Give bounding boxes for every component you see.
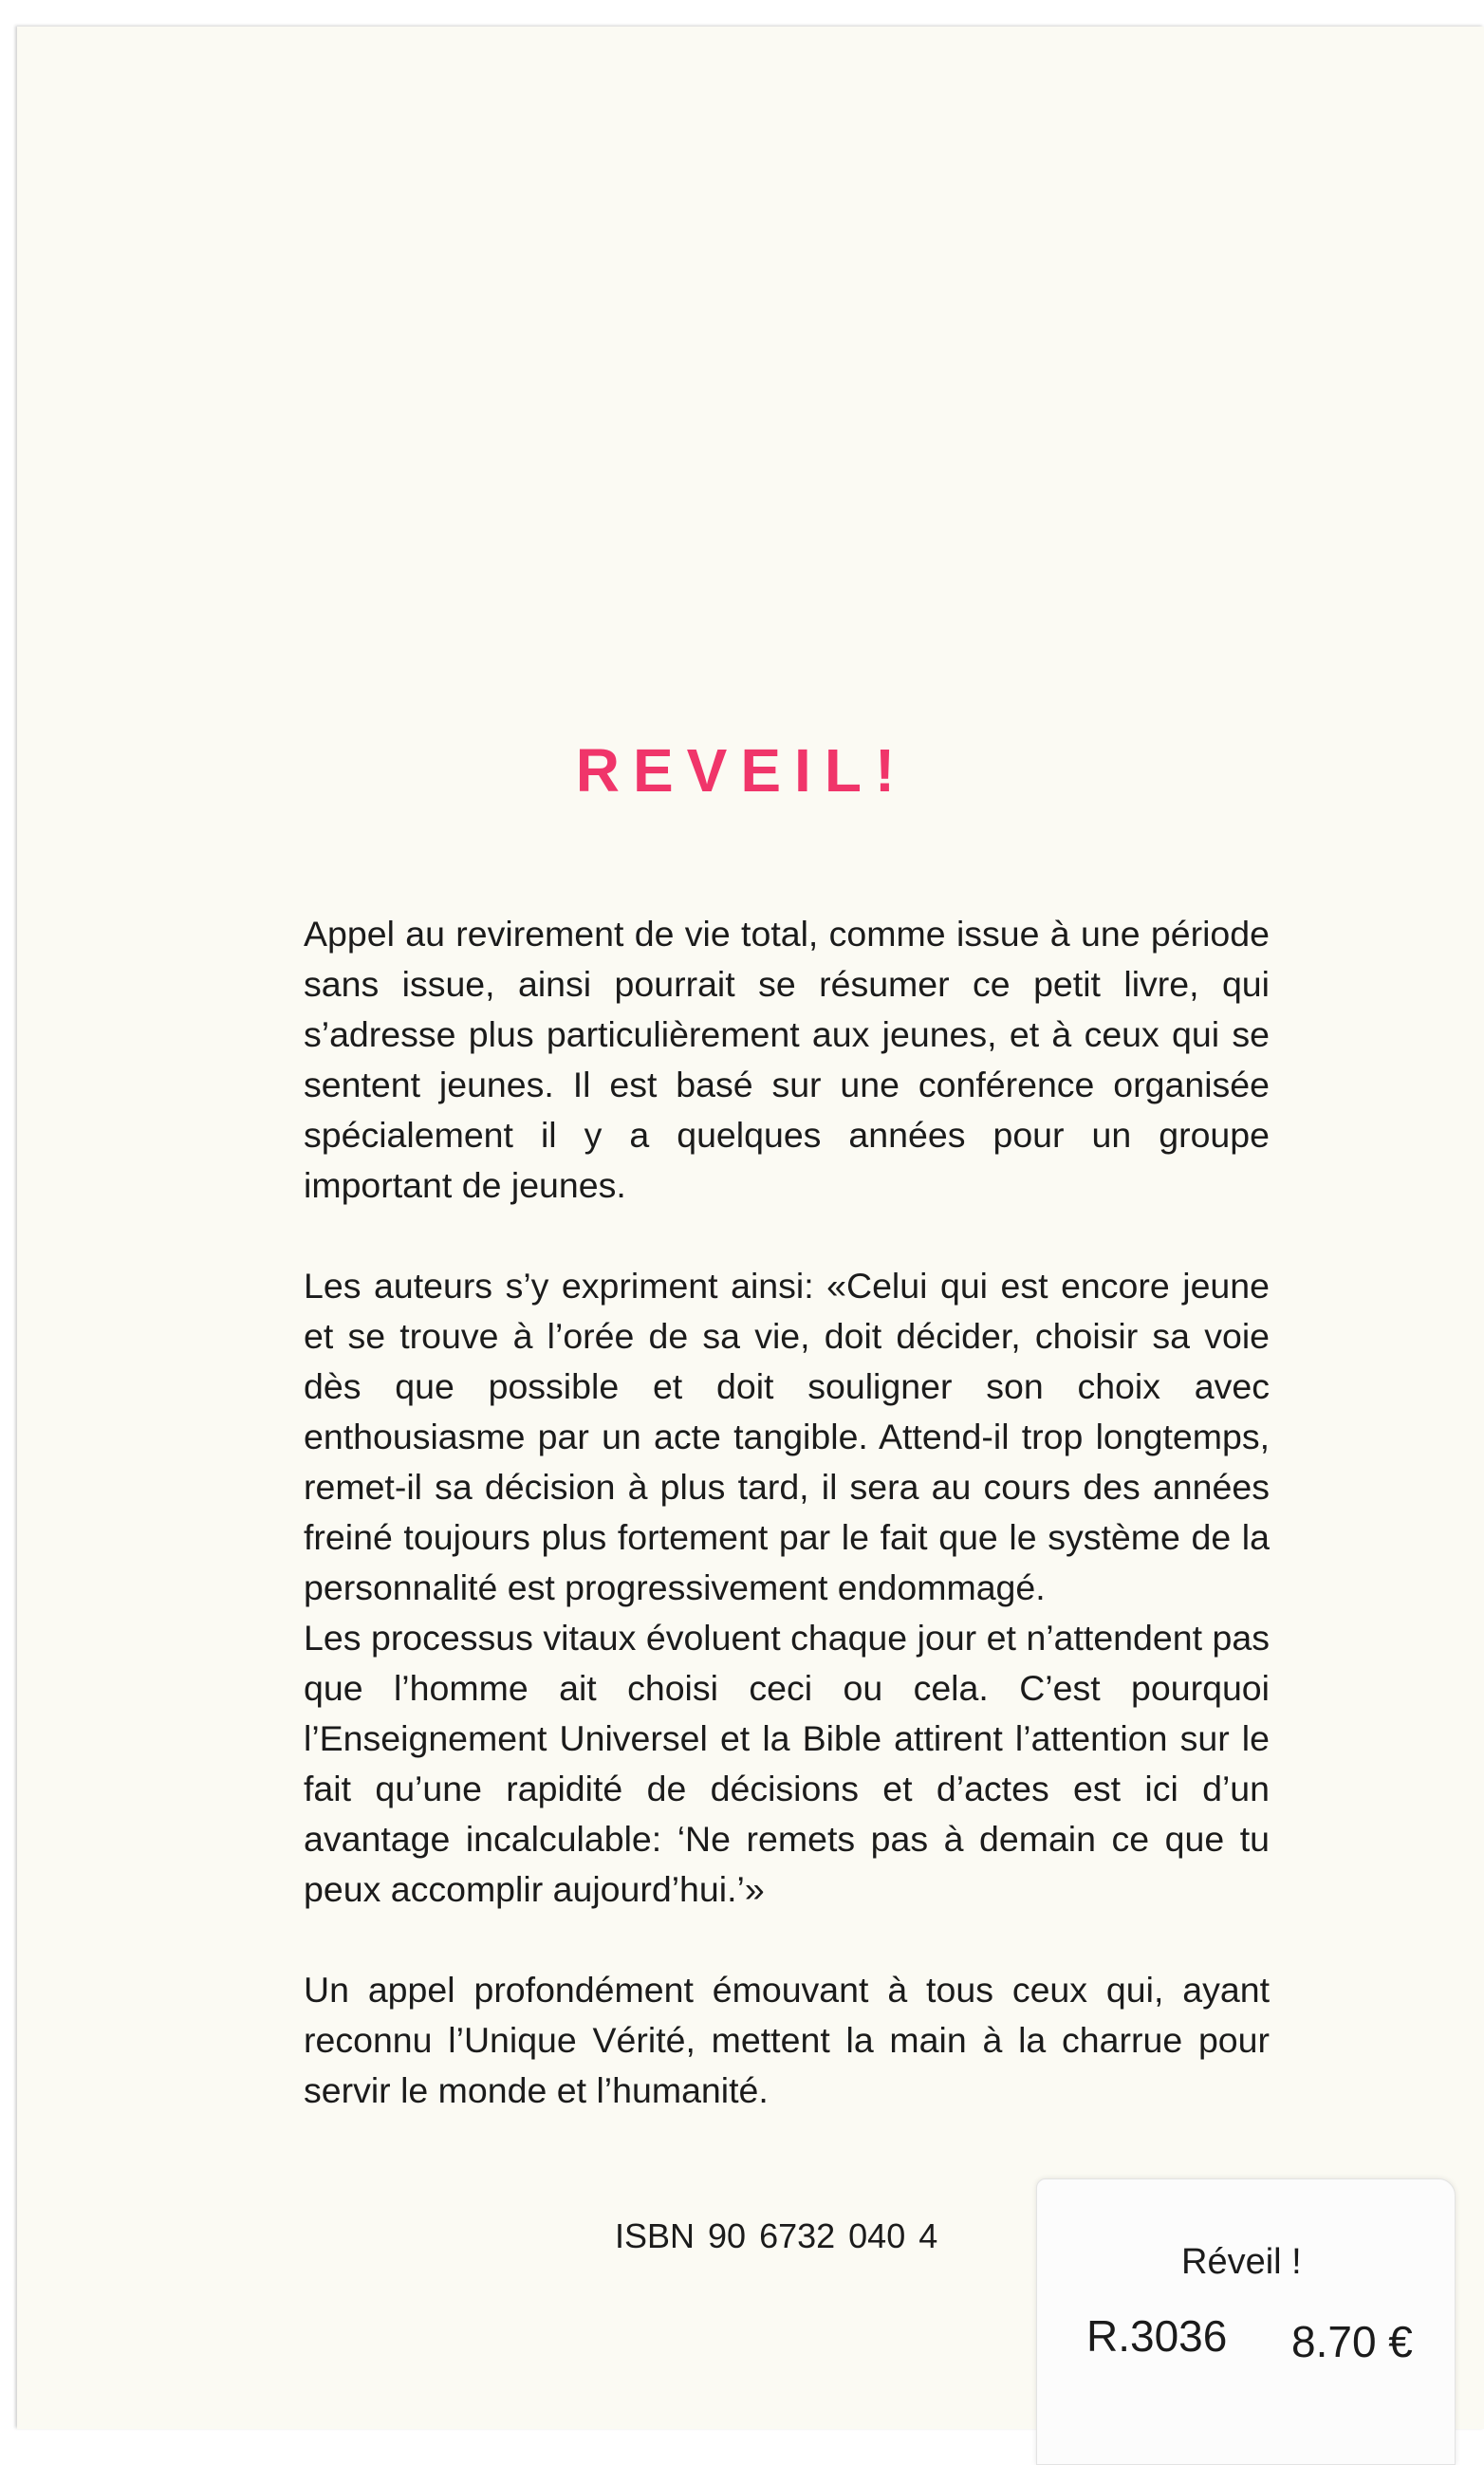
blurb-paragraph-2: Les auteurs s’y expriment ainsi: «Celui qui est encore jeune et se trouve à l’orée de sa vie, doit décider, choisir sa voie dès que possible et doit souligner son choix avec enthousiasme par un acte tangible. Attend-il trop longtemps, remet-il sa décision à plus tard, il sera au cours des années freiné toujours plus fortement par le fait que le système de la personnalité est progressivement endommagé. [304,1266,1270,1607]
sticker-reference: R.3036 [1086,2311,1228,2361]
book-title: REVEIL! [575,736,909,805]
blurb-paragraph-3: Les processus vitaux évoluent chaque jour et n’attendent pas que l’homme ait choisi ceci ou cela. C’est pourquoi l’Enseignement Universel et la Bible attirent l’attention sur le fait qu’une rapidité de décisions et d’actes est ici d’un avantage incalculable: ‘Ne remets pas à demain ce que tu peux accomplir aujourd’hui.’» [304,1618,1270,1909]
sticker-title: Réveil ! [1181,2242,1302,2282]
sticker-price: 8.70 € [1291,2317,1413,2366]
price-sticker [1036,2178,1456,2465]
blurb [304,909,1270,2116]
blurb-paragraph-4: Un appel profondément émouvant à tous ceux qui, ayant reconnu l’Unique Vérité, mettent la main à la charrue pour servir le monde et l’humanité. [304,1970,1270,2110]
blurb-paragraph-1: Appel au revirement de vie total, comme issue à une période sans issue, ainsi pourrait se résumer ce petit livre, qui s’adresse plus particulièrement aux jeunes, et à ceux qui se sentent jeunes. Il est basé sur une conférence organisée spécialement il y a quelques années pour un groupe important de jeunes. [304,914,1270,1205]
isbn-number: ISBN 90 6732 040 4 [615,2216,938,2255]
